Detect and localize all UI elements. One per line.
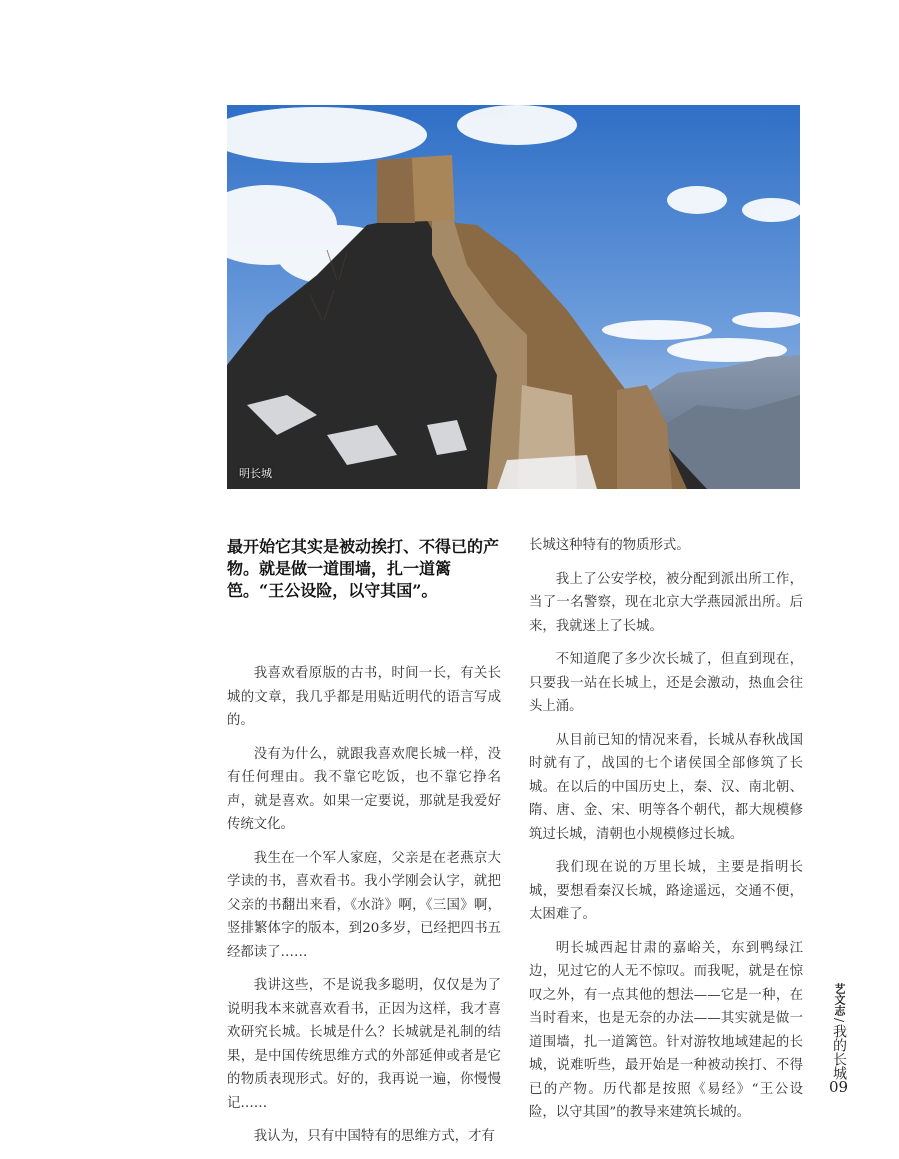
paragraph: 明长城西起甘肃的嘉峪关，东到鸭绿江边，见过它的人无不惊叹。而我呢，就是在惊叹之外，有一点其他的想法——它是一种，在当时看来，也是无奈的办法——其实就是做一道围墙，扎一道篱笆。针对游牧地域建起的长城，说难听些，最开始是一种被动挨打、不得已的产物。历代都是按照《易经》“王公设险，以守其国”的教导来建筑长城的。: [529, 940, 803, 1120]
great-wall-photo: [227, 105, 800, 489]
paragraph: 我讲这些，不是说我多聪明，仅仅是为了说明我本来就喜欢看书，正因为这样，我才喜欢研究长城。长城是什么？长城就是礼制的结果，是中国传统思维方式的外部延伸或者是它的物质表现形式。好的，我再说一遍，你慢慢记……: [227, 978, 501, 1111]
section-sidebar: [829, 983, 849, 1080]
article-title: 我的长城: [831, 1024, 847, 1081]
pull-quote: 最开始它其实是被动挨打、不得已的产物。就是做一道围墙，扎一道篱笆。“王公设险，以守其国”。: [227, 537, 500, 600]
page-number: 09: [829, 1078, 849, 1096]
paragraph: 我喜欢看原版的古书，时间一长，有关长城的文章，我几乎都是用贴近明代的语言写成的。: [227, 666, 501, 728]
section-separator: /: [832, 1018, 846, 1023]
right-column: [529, 534, 803, 1135]
paragraph-continuation: 长城这种特有的物质形式。: [529, 538, 690, 553]
photo-illustration: [227, 105, 800, 489]
paragraph: 我认为，只有中国特有的思维方式，才有: [253, 1129, 495, 1144]
paragraph: 我生在一个军人家庭，父亲是在老燕京大学读的书，喜欢看书。我小学刚会认字，就把父亲的书翻出来看，《水浒》啊，《三国》啊，竖排繁体字的版本，到20多岁，已经把四书五经都读了……: [227, 850, 501, 960]
paragraph: 我上了公安学校，被分配到派出所工作，当了一名警察，现在北京大学燕园派出所。后来，我就迷上了长城。: [529, 571, 803, 634]
paragraph: 没有为什么，就跟我喜欢爬长城一样，没有任何理由。我不靠它吃饭，也不靠它挣名声，就是喜欢。如果一定要说，那就是我爱好传统文化。: [227, 746, 501, 832]
photo-caption: 明长城: [239, 467, 272, 480]
paragraph: 我们现在说的万里长城，主要是指明长城，要想看秦汉长城，路途遥远，交通不便，太困难了。: [529, 860, 803, 922]
paragraph: 从目前已知的情况来看，长城从春秋战国时就有了，战国的七个诸侯国全部修筑了长城。在以后的中国历史上，秦、汉、南北朝、隋、唐、金、宋、明等各个朝代，都大规模修筑过长城，清朝也小规模修过长城。: [529, 732, 803, 842]
left-column: [227, 536, 501, 1159]
paragraph: 不知道爬了多少次长城了，但直到现在，只要我一站在长城上，还是会激动，热血会往头上涌。: [529, 652, 803, 714]
section-name: 艺文志: [833, 983, 846, 1016]
